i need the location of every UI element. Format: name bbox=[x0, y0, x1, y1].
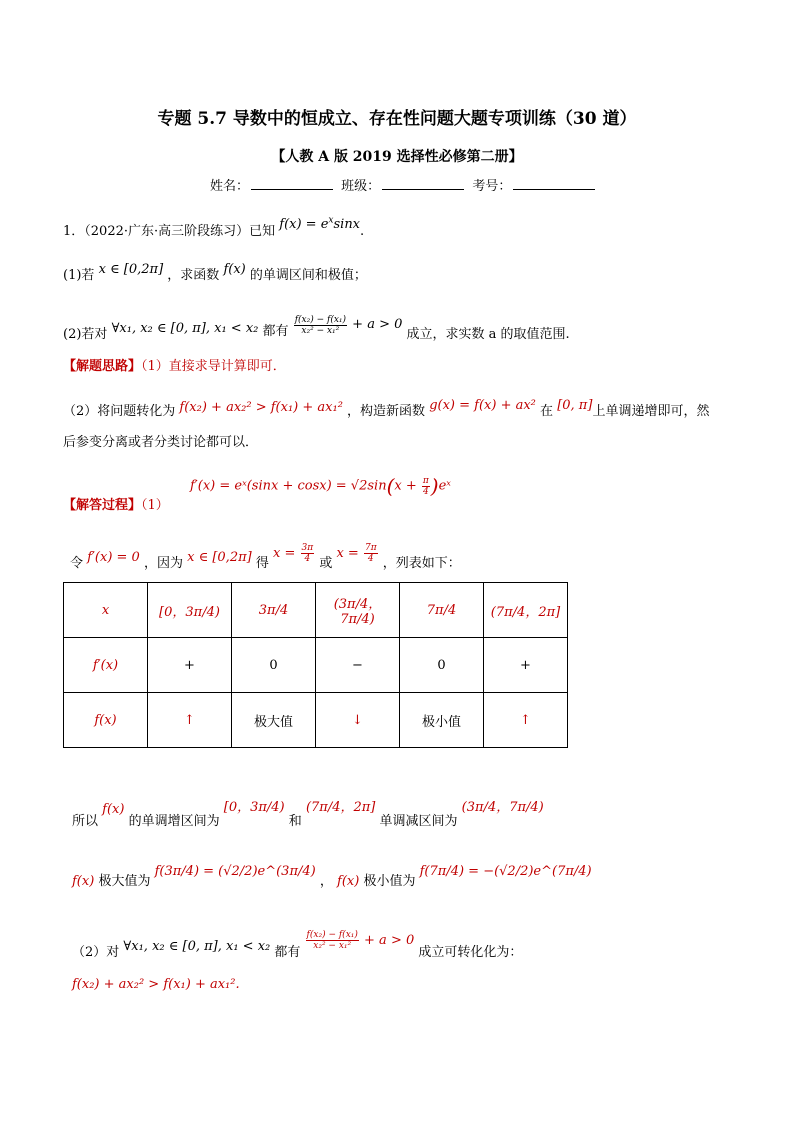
class-label: 班级： bbox=[341, 179, 381, 194]
table-cell: ↑ bbox=[148, 693, 232, 748]
table-cell: + bbox=[484, 638, 568, 693]
intro-formula: $f(x) = e^x\sin x$ bbox=[279, 215, 361, 232]
sign-table bbox=[63, 582, 568, 748]
class-blank[interactable] bbox=[382, 177, 464, 190]
table-cell: 极小值 bbox=[400, 693, 484, 748]
table-cell: 0 bbox=[400, 638, 484, 693]
part2-statement: (2)若对 ∀x₁, x₂ ∈ [0, π], x₁ < x₂ 都有 $\frac{\text{f(x₂) − f(x₁)}}{\text{x₂² − x₁²}}$ + a > 0 成立，求实数 a 的取值范围. bbox=[63, 315, 570, 342]
part1-condition: x ∈ [0,2π] bbox=[98, 262, 164, 277]
number-blank[interactable] bbox=[513, 177, 595, 190]
derivative-formula: f′(x) = eˣ(sinx + cosx) = √2sin(x + $\frac{\pi}{4}$ )eˣ bbox=[190, 474, 451, 498]
table-cell: (3π/4，7π/4) bbox=[316, 583, 400, 638]
student-info bbox=[210, 175, 599, 194]
part2-solution: （2）对 ∀x₁, x₂ ∈ [0, π], x₁ < x₂ 都有 $\frac{\text{f(x₂) − f(x₁)}}{\text{x₂² − x₁²}}$ + a > 0 成立可转化化为： bbox=[72, 930, 523, 960]
thought-2: （2）将问题转化为 f(x₂) + ax₂² > f(x₁) + ax₁² ，构造新函数 g(x) = f(x) + ax² 在 [0, π]上单调递增即可，然 bbox=[63, 398, 710, 419]
table-cell: f(x) bbox=[64, 693, 148, 748]
monotonic-intervals: 所以 f(x) 的单调增区间为 [0，3π/4) 和 (7π/4，2π] 单调减区间为 (3π/4，7π/4) bbox=[72, 800, 544, 829]
thought2-g: g(x) = f(x) + ax² bbox=[429, 398, 536, 413]
name-label: 姓名： bbox=[210, 179, 250, 194]
page-title: 专题 5.7 导数中的恒成立、存在性问题大题专项训练（30 道） bbox=[157, 109, 637, 129]
extreme-values: f(x) 极大值为 f(3π/4) = (√2/2)e^(3π/4) ， f(x) 极小值为 f(7π/4) = −(√2/2)e^(7π/4) bbox=[72, 864, 592, 889]
table-row-x bbox=[64, 583, 568, 638]
table-cell: (7π/4，2π] bbox=[484, 583, 568, 638]
table-cell: ↑ bbox=[484, 693, 568, 748]
let-statement: 令 f′(x) = 0 ，因为 x ∈ [0,2π] 得 x = $\frac{3\pi}{4}$ 或 x = $\frac{7\pi}{4}$ ，列表如下： bbox=[70, 543, 461, 571]
problem-intro: 1．（2022·广东·高三阶段练习）已知 $f(x) = e^x\sin x$. bbox=[63, 215, 365, 239]
table-cell: 3π/4 bbox=[232, 583, 316, 638]
table-row-fprime bbox=[64, 638, 568, 693]
table-cell: + bbox=[148, 638, 232, 693]
thought-1: 【解题思路】（1）直接求导计算即可． bbox=[63, 359, 286, 374]
process-label: 【解答过程】（1） bbox=[63, 498, 169, 513]
part2-condition: ∀x₁, x₂ ∈ [0, π], x₁ < x₂ bbox=[111, 321, 259, 336]
table-cell: 极大值 bbox=[232, 693, 316, 748]
part2-fraction: $\frac{\text{f(x₂) − f(x₁)}}{\text{x₂² − x₁²}}$ bbox=[294, 315, 347, 336]
final-inequality: f(x₂) + ax₂² > f(x₁) + ax₁². bbox=[72, 977, 240, 992]
table-cell: [0，3π/4) bbox=[148, 583, 232, 638]
number-label: 考号： bbox=[472, 179, 512, 194]
table-cell: 0 bbox=[232, 638, 316, 693]
table-cell: − bbox=[316, 638, 400, 693]
table-cell: ↓ bbox=[316, 693, 400, 748]
thought2-formula: f(x₂) + ax₂² > f(x₁) + ax₁² bbox=[179, 400, 343, 415]
table-cell: x bbox=[64, 583, 148, 638]
thought-2-line2: 后参变分离或者分类讨论都可以． bbox=[63, 435, 259, 450]
table-cell: f′(x) bbox=[64, 638, 148, 693]
part1-statement: (1)若 x ∈ [0,2π] ，求函数 f(x) 的单调区间和极值； bbox=[63, 262, 367, 283]
name-blank[interactable] bbox=[251, 177, 333, 190]
table-row-f bbox=[64, 693, 568, 748]
part1-function: f(x) bbox=[223, 262, 246, 277]
page-subtitle: 【人教 A 版 2019 选择性必修第二册】 bbox=[271, 149, 523, 165]
table-cell: 7π/4 bbox=[400, 583, 484, 638]
